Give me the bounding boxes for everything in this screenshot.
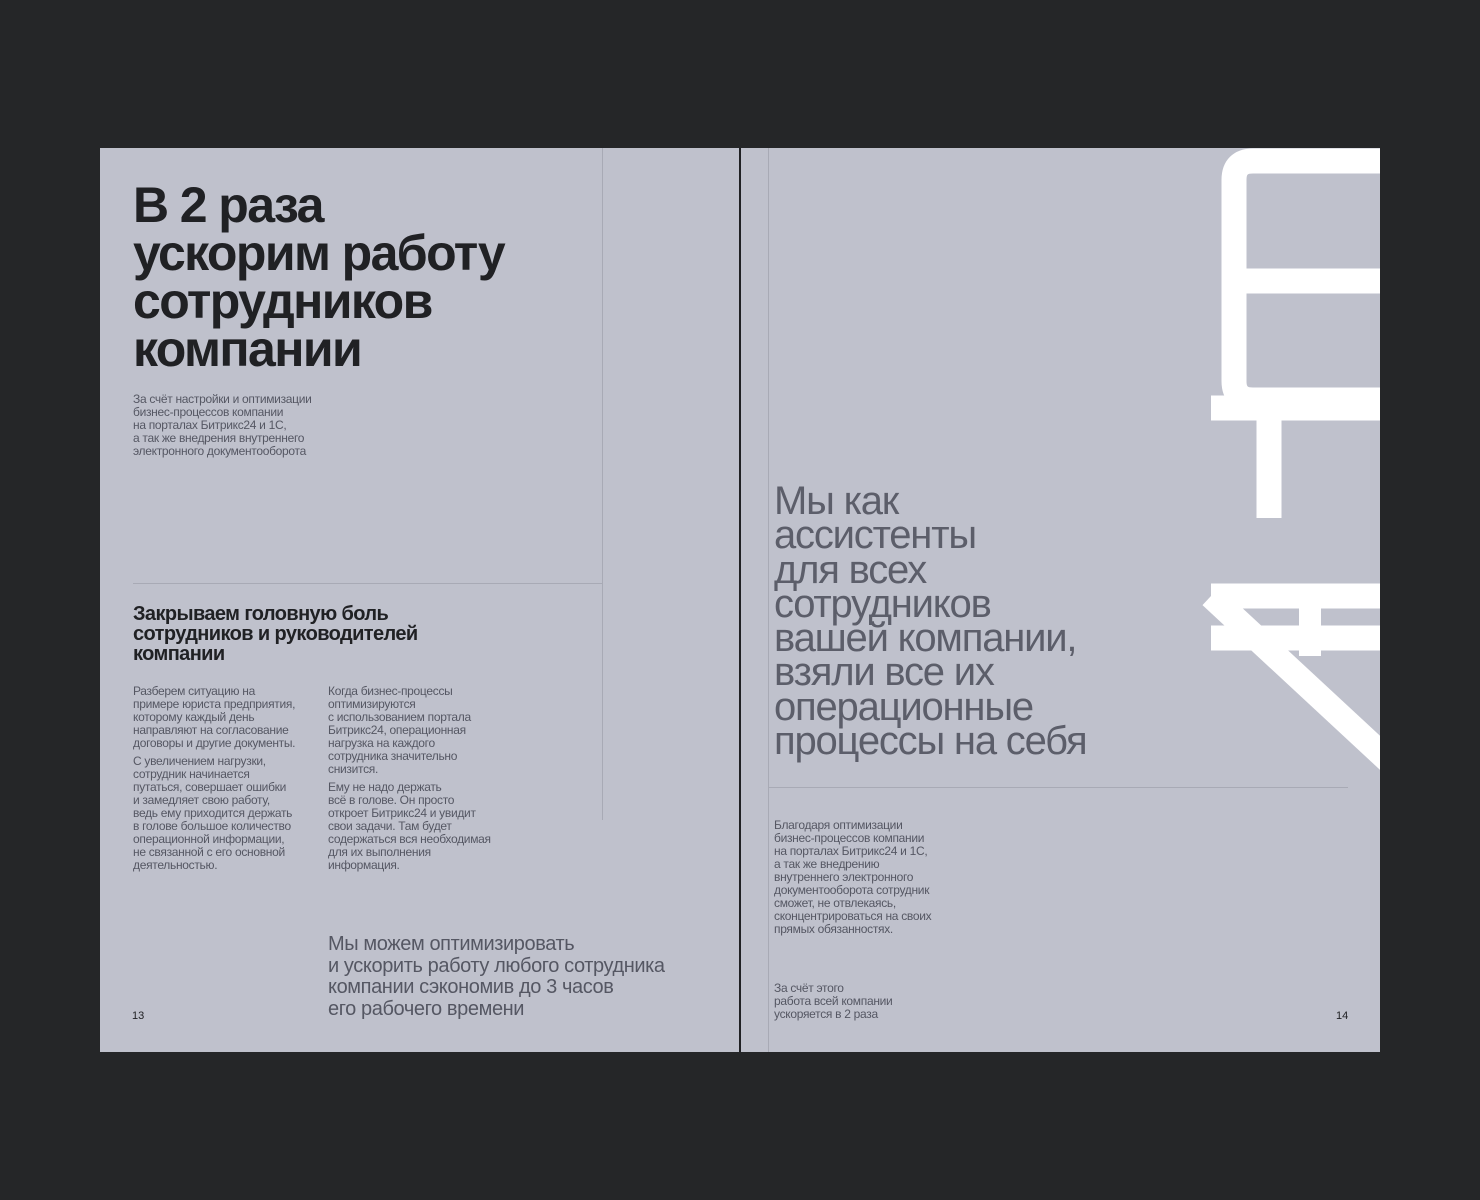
main-statement: Мы как ассистенты для всех сотрудников вашей компании, взяли все их операционные процессы на себя [774,479,1087,764]
section-divider [133,583,602,584]
logo-letter-a-crossbar [1299,603,1321,656]
column-2-paragraph-1: Когда бизнес-процессы оптимизируются с использованием портала Битрикс24, операционная нагрузка на каждого сотрудника значительно снизится. [328,684,471,776]
column-1-paragraph-2: С увеличением нагрузки, сотрудник начинается путаться, совершает ошибки и замедляет свою работу, ведь ему приходится держать в голове большое количество операционной информации, не связанной с его основной деятельностью. [133,754,293,872]
section-subheading: Закрываем головную боль сотрудников и руководителей компании [133,603,418,665]
intro-paragraph: За счёт настройки и оптимизации бизнес-процессов компании на порталах Битрикс24 и 1С, а так же внедрения внутреннего электронного документооборота [133,392,312,458]
page-number-left: 13 [132,1010,145,1022]
footer-note: За счёт этого работа всей компании ускоряется в 2 раза [774,981,893,1021]
logo-letter-t [1211,408,1380,518]
body-paragraph: Благодаря оптимизации бизнес-процессов компании на порталах Битрикс24 и 1С, а так же внедрению внутреннего электронного документооборота сотрудник сможет, не отвлекаясь, сконцентрироваться на своих прямых обязанностях. [774,818,932,936]
column-2-paragraph-2: Ему не надо держать всё в голове. Он просто откроет Битрикс24 и увидит свои задачи. Там будет содержаться вся необходимая для их выполнения информация. [328,780,491,872]
column-1-paragraph-1: Разберем ситуацию на примере юриста предприятия, которому каждый день направляют на согласование договоры и другие документы. [133,684,296,750]
page-number-right: 14 [1336,1010,1349,1022]
page-left [100,148,739,1052]
logo-letter-a-diagonal [1211,596,1380,763]
column-divider [602,148,603,820]
page-headline: В 2 раза ускорим работу сотрудников компании [133,177,505,377]
page-right [741,148,1380,1052]
pull-quote: Мы можем оптимизировать и ускорить работу любого сотрудника компании сэкономив до 3 часов его рабочего времени [328,933,665,1020]
